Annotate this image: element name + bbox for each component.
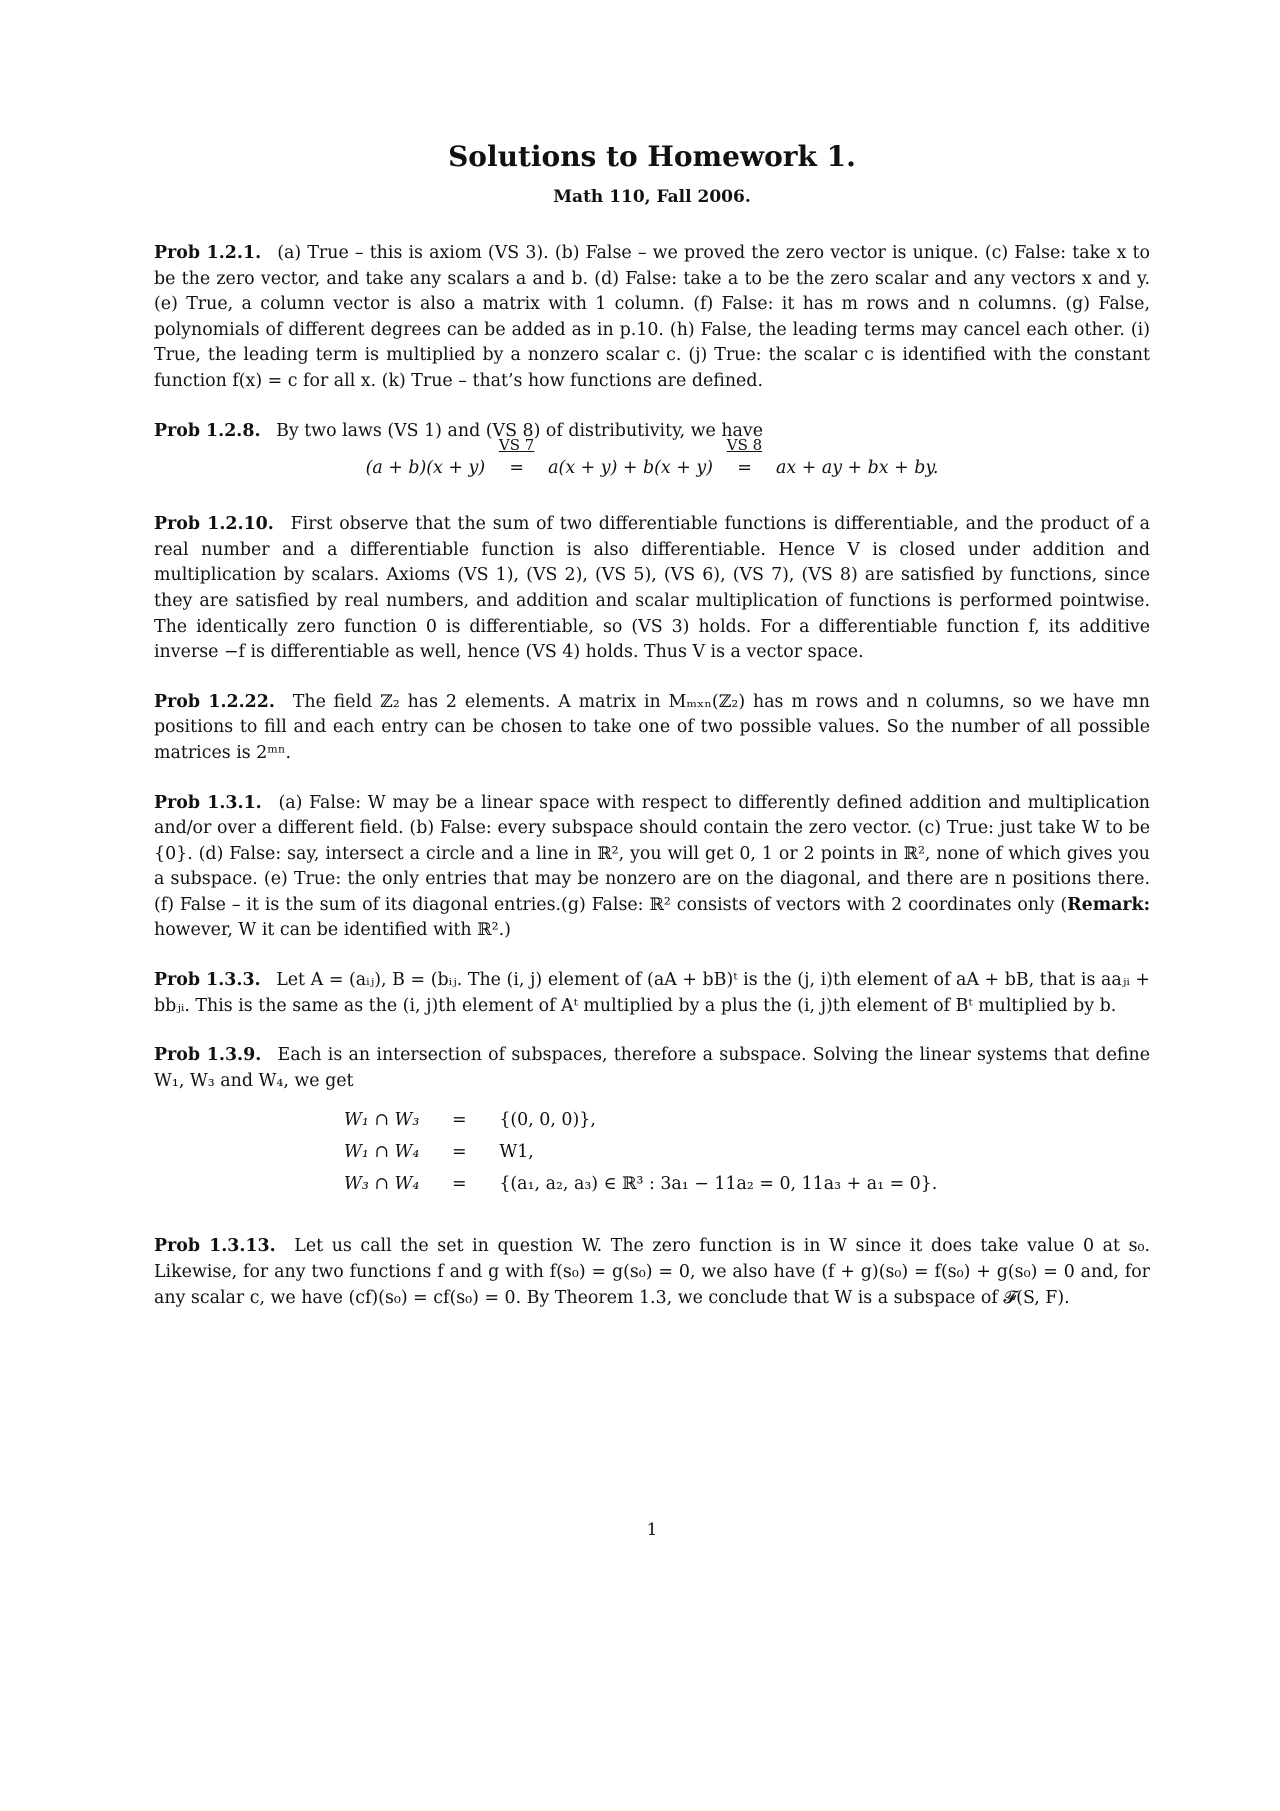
problem-text: Let A = (aᵢⱼ), B = (bᵢⱼ. The (i, j) element of (aA + bB)ᵗ is the (j, i)th element of aA + bB, that is aaⱼᵢ + bbⱼᵢ. This is the same as the (i, j)th element of Aᵗ multiplied by a plus the (i, j)th element of Bᵗ multiplied by b. [154,970,1150,1016]
problem-1-2-10 [154,512,1150,666]
equation-lhs: W₁ ∩ W₄ [344,1142,420,1163]
equation-row [334,1136,947,1168]
problem-text: (a) True – this is axiom (VS 3). (b) False – we proved the zero vector is unique. (c) False: take x to be the zero vector, and take any scalars a and b. (d) False: take a to be the zero scalar and any vectors x and y. (e) True, a column vector is also a matrix with 1 column. (f) False: it has m rows and n columns. (g) False, polynomials of different degrees can be added as in p.10. (h) False, the leading terms may cancel each other. (i) True, the leading term is multiplied by a nonzero scalar c. (j) True: the scalar c is identified with the constant function f(x) = c for all x. (k) True – that’s how functions are defined. [154,243,1150,391]
problem-heading: Prob 1.3.13. [154,1236,276,1257]
problem-heading: Prob 1.2.22. [154,691,275,712]
problem-heading: Prob 1.2.10. [154,514,274,535]
remark-label: Remark: [1067,894,1150,915]
problem-heading: Prob 1.2.8. [154,420,261,441]
problem-heading: Prob 1.2.1. [154,243,262,263]
equation-lhs: W₁ ∩ W₃ [344,1110,420,1131]
equals-vs8: VS 8 = [719,458,771,478]
problem-1-3-3 [154,968,1150,1019]
intersection-equations [334,1104,947,1200]
problem-text: (a) False: W may be a linear space with respect to differently defined addition and multiplication and/or over a different field. (b) False: every subspace should contain the zero vector. (c) True: just take W to be {0}. (d) False: say, intersect a circle and a line in ℝ², you will get 0, 1 or 2 points in ℝ², none of which gives you a subspace. (e) True: the only entries that may be nonzero are on the diagonal, and there are n positions there. (f) False – it is the sum of its diagonal entries.(g) False: ℝ² consists of vectors with 2 coordinates only ( [154,792,1150,915]
problem-text: By two laws (VS 1) and (VS 8) of distributivity, we have [276,420,764,441]
equals-sign: = [452,1110,467,1131]
document-subtitle: Math 110, Fall 2006. [553,187,751,207]
problem-heading: Prob 1.3.3. [154,970,261,991]
equation-row [334,1104,947,1136]
equals-vs7: VS 7 = [491,458,543,478]
problem-heading: Prob 1.3.1. [154,792,262,813]
equals-sign: = [452,1174,467,1195]
problem-text: The field ℤ₂ has 2 elements. A matrix in Mₘₓₙ(ℤ₂) has m rows and n columns, so we have mn positions to fill and each entry can be chosen to take one of two possible values. So the number of all possible matrices is 2ᵐⁿ. [154,691,1151,763]
equation-rhs: {(0, 0, 0)}, [499,1110,596,1131]
problem-1-2-8 [154,419,1150,445]
page-number: 1 [646,1520,658,1540]
equals-label: VS 8 [726,436,763,455]
page-body [154,140,1151,1540]
problem-1-3-9 [154,1043,1150,1094]
equation-lhs: W₃ ∩ W₄ [344,1174,420,1195]
distributivity-equation [154,436,1150,479]
equals-label: VS 7 [498,436,535,455]
document-title: Solutions to Homework 1. [448,140,856,173]
equation-middle: a(x + y) + b(x + y) [548,458,713,479]
equation-rhs: W1, [499,1142,534,1163]
equation-row [334,1168,947,1200]
equals-sign: = [452,1142,467,1163]
problem-1-3-13 [154,1234,1150,1311]
problem-text: First observe that the sum of two differentiable functions is differentiable, and the product of a real number and a differentiable function is also differentiable. Hence V is closed under addition and multiplication by scalars. Axioms (VS 1), (VS 2), (VS 5), (VS 6), (VS 7), (VS 8) are satisfied by functions, since they are satisfied by real numbers, and addition and scalar multiplication of functions is performed pointwise. The identically zero function 0 is differentiable, so (VS 3) holds. For a differentiable function f, its additive inverse −f is differentiable as well, hence (VS 4) holds. Thus V is a vector space. [154,514,1151,663]
problem-heading: Prob 1.3.9. [154,1045,262,1066]
problem-1-3-1 [154,791,1150,945]
problem-text: Each is an intersection of subspaces, therefore a subspace. Solving the linear systems that define W₁, W₃ and W₄, we get [154,1045,1150,1091]
remark-text: however, W it can be identified with ℝ².) [154,920,511,941]
equation-left: (a + b)(x + y) [365,458,486,479]
equation-right: ax + ay + bx + by. [776,458,939,479]
problem-1-2-1 [154,241,1150,395]
problem-1-2-22 [154,690,1150,767]
problem-text: Let us call the set in question W. The zero function is in W since it does take value 0 at s₀. Likewise, for any two functions f and g with f(s₀) = g(s₀) = 0, we also have (f + g)(s₀) = f(s₀) + g(s₀) = 0 and, for any scalar c, we have (cf)(s₀) = cf(s₀) = 0. By Theorem 1.3, we conclude that W is a subspace of 𝓕(S, F). [154,1236,1151,1308]
equation-rhs: {(a₁, a₂, a₃) ∈ ℝ³ : 3a₁ − 11a₂ = 0, 11a₃ + a₁ = 0}. [499,1174,938,1195]
